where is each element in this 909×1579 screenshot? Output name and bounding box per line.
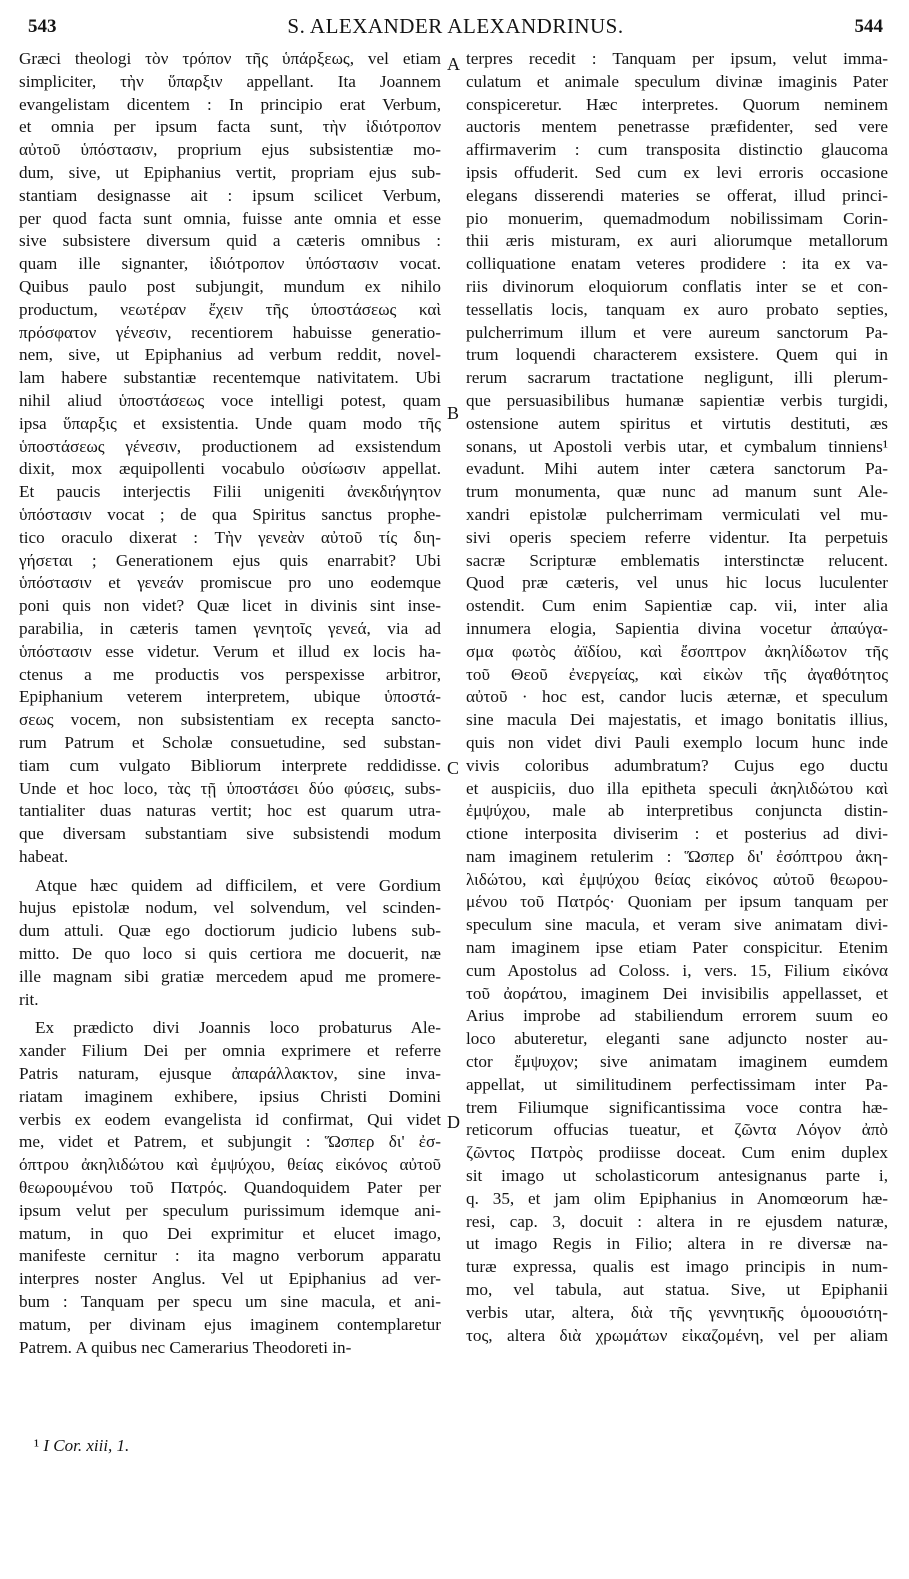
right-column-line: τοῦ ἀοράτου, imaginem Dei invisibilis appellasset, et — [466, 983, 888, 1003]
left-column-line: verbis ex eodem evangelista id confirmat, Qui videt — [19, 1109, 441, 1129]
left-column-line: me, videt et Patrem, et subjungit : Ὥσπερ δι' ἐσ- — [19, 1132, 441, 1152]
left-column-line: ctenus a me productis vos perspexisse arbitror, — [19, 664, 441, 684]
left-column-line: σεως vocem, non subsistentiam ex recepta sancto- — [19, 710, 441, 730]
left-column-line: habeat. — [19, 846, 69, 866]
left-column-line: dum attuli. Quæ ego doctiorum judicio lubens sub- — [19, 921, 441, 941]
left-column-line: interpres noster Anglus. Vel ut Epiphanius ad ver- — [19, 1269, 441, 1289]
left-column-line: sive subsistere diversum quid a cæteris omnibus : — [19, 231, 441, 251]
right-column-line: ut imago Regis in Filio; altera in re diversæ na- — [466, 1234, 888, 1254]
left-column-line: Græci theologi τὸν τρόπον τῆς ὑπάρξεως, vel etiam — [19, 49, 441, 68]
left-column-line: Ex prædicto divi Joannis loco probaturus Ale- — [35, 1018, 441, 1038]
footnote-citation: I Cor. xiii, 1. — [43, 1436, 130, 1455]
right-column-line: trum monumenta, quæ nunc ad manum sunt Ale- — [466, 482, 888, 502]
margin-letter-c: C — [447, 758, 460, 778]
right-column-line: quis non videt divi Pauli exemplo locum hunc inde — [466, 732, 888, 752]
right-column-line: tessellatis locis, tanquam ex auro probato septies, — [466, 299, 888, 319]
left-column-line: et omnia per ipsum facta sunt, τὴν ἰδιότροπον — [19, 117, 441, 137]
right-column-line: affirmaverim : cum transposita distinctio glaucoma — [466, 140, 888, 160]
margin-letter-b: B — [447, 403, 460, 423]
left-column-line: Quibus paulo post subjungit, mundum ex nihilo — [19, 276, 441, 296]
left-column-line: θεωρουμένου τοῦ Πατρός. Quandoquidem Pater per — [19, 1178, 441, 1198]
left-column-line: que diversam substantiam sive subsistendi modum — [19, 824, 441, 844]
right-column-line: vivis coloribus adumbratum? Cujus ego ductu — [466, 755, 888, 775]
left-column-line: hujus epistolæ nodum, vel solvendum, vel scinden- — [19, 898, 441, 918]
right-column-line: ostensione autem spiritus et virtutis destituti, æs — [466, 413, 888, 433]
left-column-line: rit. — [19, 989, 39, 1009]
left-column-line: manifeste cernitur : ita magno verborum apparatu — [19, 1246, 441, 1266]
page-header — [28, 12, 883, 42]
left-column-line: Et paucis interjectis Filii unigeniti ἀνεκδιήγητον — [19, 482, 441, 502]
left-column-line: Unde et hoc loco, τὰς τῇ ὑποστάσει δύο φύσεις, subs- — [19, 778, 441, 798]
page-number-right: 544 — [854, 16, 883, 37]
right-column-line: auctoris mentem penetrasse præfidenter, sed vere — [466, 117, 888, 137]
right-column-line: speculum sine macula, et veram sive animatam divi- — [466, 915, 888, 935]
left-column-line: Epiphanium veterem interpretem, ubique ὑποστά- — [19, 687, 441, 707]
right-column-line: et auspiciis, duo illa epitheta speculi ἀκηλιδώτου καὶ — [466, 778, 888, 798]
running-title: S. ALEXANDER ALEXANDRINUS. — [287, 14, 624, 38]
right-column-line: resi, cap. 3, docuit : altera in re ejusdem naturæ, — [466, 1211, 888, 1231]
right-column-line: verbis utar, altera, διὰ τῆς γεννητικῆς ὁμοουσιότη- — [466, 1302, 888, 1322]
right-column — [466, 48, 888, 1347]
left-column-line: riatam imaginem exhibere, ipsius Christi Domini — [19, 1086, 441, 1106]
left-column-line: γήσεται ; Generationem ejus quis enarrabit? Ubi — [19, 550, 441, 570]
left-column-line: per quod facta sunt omnia, fuisse ante omnia et esse — [19, 208, 441, 228]
left-column-line: lam habere substantiæ recentemque nativitatem. Ubi — [19, 368, 441, 388]
right-column-line: nam imaginem retulerim : Ὥσπερ δι' ἐσόπτρου ἀκη- — [466, 846, 888, 866]
right-column-line: αὐτοῦ · hoc est, candor lucis æternæ, et speculum — [466, 687, 888, 707]
right-column-line: riis divinorum eloquiorum conflatis inter se et con- — [466, 276, 888, 296]
right-column-line: loco abuteretur, eleganti sane adjuncto noster au- — [466, 1029, 888, 1049]
left-column — [19, 48, 441, 1359]
left-column-line: mitto. De quo loco si quis certiora me docuerit, næ — [19, 944, 441, 964]
page-number-left: 543 — [28, 16, 57, 37]
right-column-line: terpres recedit : Tanquam per ipsum, velut imma- — [466, 49, 888, 68]
right-column-line: trum loquendi characterem exsistere. Quem qui in — [466, 345, 888, 365]
right-column-line: ctor ἔμψυχον; sive animatam imaginem eumdem — [466, 1052, 888, 1072]
right-column-line: appellat, ut similitudinem perfectissimam inter Pa- — [466, 1074, 888, 1094]
right-column-line: σμα φωτὸς ἀϊδίου, καὶ ἔσοπτρον ἀκηλίδωτον τῆς — [466, 641, 888, 661]
right-column-line: colliquatione enatam veteres prodidere : ita ex va- — [466, 254, 888, 274]
margin-letter-d: D — [447, 1112, 460, 1132]
right-column-line: q. 35, et jam olim Epiphanius in Anomœorum hæ- — [466, 1188, 888, 1208]
left-column-line: όπτρου ἀκηλιδώτου καὶ ἐμψύχου, θείας εἰκόνος αὐτοῦ — [19, 1155, 441, 1175]
right-column-line: evadunt. Mihi autem inter cætera sanctorum Pa- — [466, 459, 888, 479]
left-column-line: dixit, mox æquipollenti vocabulo οὐσίωσιν appellat. — [19, 459, 441, 479]
left-column-line: nem, sive, ut Epiphanius ad verbum reddit, novel- — [19, 345, 441, 365]
right-column-line: culatum et animale speculum divinæ imaginis Pater — [466, 71, 888, 91]
right-column-line: rerum sacrarum tractatione negligunt, illi plerum- — [466, 368, 888, 388]
right-column-line: ἐμψύχου, male ab interpretibus conjuncta distin- — [466, 801, 888, 821]
left-column-line: ipsa ὕπαρξις et exsistentia. Unde quam modo τῆς — [19, 413, 441, 433]
right-column-line: ipsis offuderit. Sed cum ex levi erroris occasione — [466, 162, 888, 182]
left-column-line: simpliciter, τὴν ὕπαρξιν appellant. Ita Joannem — [19, 71, 441, 91]
right-column-line: ctione interposita diviserim : et posterius ad divi- — [466, 824, 888, 844]
right-column-line: reticorum offucias tueatur, et ζῶντα Λόγον ἀπὸ — [466, 1120, 888, 1140]
left-column-line: matum, in quo Dei exprimitur et elucet imago, — [19, 1223, 441, 1243]
left-column-line: nihil aliud ὑποστάσεως voce intelligi potest, quam — [19, 390, 441, 410]
left-column-line: quam ille signanter, ἰδιότροπον ὑπόστασιν vocat. — [19, 254, 441, 274]
left-column-line: rum Patrum et Scholæ consuetudine, sed substan- — [19, 732, 441, 752]
left-column-line: dum, sive, ut Epiphanius vertit, propriam ejus sub- — [19, 162, 441, 182]
right-column-line: pio monuerim, quemadmodum nobilissimam Corin- — [466, 208, 888, 228]
left-column-line: poni quis non videt? Quæ licet in divinis sint inse- — [19, 596, 441, 616]
right-column-line: τος, altera διὰ χρωμάτων εἰκαζομένη, vel per aliam — [466, 1325, 888, 1345]
footnote-marker: ¹ — [34, 1436, 40, 1455]
right-column-line: pulcherrimum illum et vere aureum sanctorum Pa- — [466, 322, 888, 342]
right-column-line: mo, vel tabula, aut statua. Sive, ut Epiphanii — [466, 1280, 888, 1300]
right-column-line: cum Apostolus ad Coloss. i, vers. 15, Filium εἰκόνα — [466, 960, 888, 980]
right-column-line: nam imaginem ipse etiam Pater conspicitur. Etenim — [466, 938, 888, 958]
left-column-line: ὑπόστασιν esse videtur. Verum et illud ex locis ha- — [19, 641, 441, 661]
right-column-line: elegans disserendi materies se offerat, illud princi- — [466, 185, 888, 205]
right-column-line: sonans, ut Apostoli verbis utar, et cymbalum tinniens¹ — [466, 436, 888, 456]
right-column-line: sine macula Dei majestatis, et imago bonitatis illius, — [466, 710, 888, 730]
right-column-line: ζῶντος Πατρὸς prodiisse doceat. Cum enim duplex — [466, 1143, 888, 1163]
left-column-line: ὑπόστασιν vocat ; de qua Spiritus sanctus prophe- — [19, 504, 441, 524]
left-column-line: stantiam designasse ait : ipsum scilicet Verbum, — [19, 185, 441, 205]
left-column-line: ὑπόστασιν et γενεάν promiscue pro uno eodemque — [19, 573, 441, 593]
left-column-line: parabilia, in cæteris tamen γενητοῖς γενεά, via ad — [19, 618, 441, 638]
right-column-line: sacræ Scripturæ emblematis interstinctæ relucent. — [466, 550, 888, 570]
right-column-line: conspiceretur. Hæc interpretes. Quorum neminem — [466, 94, 888, 114]
right-column-line: sit imago ut scholasticorum antesignanus parte i, — [466, 1166, 888, 1186]
right-column-line: λιδώτου, καὶ ἐμψύχου θείας εἰκόνος αὐτοῦ θεωρου- — [466, 869, 888, 889]
right-column-line: innumera elogia, Sapientia divina vocetur ἀπαύγα- — [466, 618, 888, 638]
left-column-line: tico oraculo dixerat : Τὴν γενεὰν αὐτοῦ τίς διη- — [19, 527, 441, 547]
left-column-line: evangelistam dicentem : In principio erat Verbum, — [19, 94, 441, 114]
left-column-line: ipsum velut per speculum purissimum idemque ani- — [19, 1200, 441, 1220]
left-column-line: productum, νεωτέραν ἔχειν τῆς ὑποστάσεως καὶ — [19, 299, 441, 319]
margin-letter-a: A — [447, 54, 460, 74]
footnote — [34, 1436, 129, 1456]
right-column-line: μένου τοῦ Πατρός· Quoniam per ipsum tanquam per — [466, 892, 888, 912]
left-column-line: πρόσφατον γένεσιν, recentiorem habuisse generatio- — [19, 322, 441, 342]
left-column-line: matum, per divinam ejus imaginem contemplaretur — [19, 1314, 441, 1334]
left-column-line: Patris naturam, ejusque ἀπαράλλακτον, sine inva- — [19, 1064, 441, 1084]
right-column-line: xandri epistolæ pulcherrimam vermiculati vel mu- — [466, 504, 888, 524]
right-column-line: turæ expressa, qualis est imago principis in num- — [466, 1257, 888, 1277]
right-column-line: ostendit. Cum enim Sapientiæ cap. vii, inter alia — [466, 596, 888, 616]
left-column-line: tiam cum vulgato Bibliorum interprete reddidisse. — [19, 755, 441, 775]
right-column-line: Arius improbe ad stabiliendum errorem suum eo — [466, 1006, 888, 1026]
right-column-line: τοῦ Θεοῦ ἐνεργείας, καὶ εἰκὼν τῆς ἀγαθότητος — [466, 664, 888, 684]
right-column-line: sivi operis speciem referre videntur. Ita perpetuis — [466, 527, 888, 547]
right-column-line: que persuasibilibus humanæ sapientiæ verbis turgidi, — [466, 390, 888, 410]
left-column-line: xander Filium Dei per omnia exprimere et referre — [19, 1041, 441, 1061]
left-column-line: ille magnam sibi gratiæ mercedem apud me promere- — [19, 966, 441, 986]
left-column-line: tantialiter duas naturas vertit; hoc est quarum utra- — [19, 801, 441, 821]
right-column-line: Quod præ cæteris, vel unus hic locus luculenter — [466, 573, 888, 593]
right-column-line: trem Filiumque significantissima voce contra hæ- — [466, 1097, 888, 1117]
left-column-line: ὑποστάσεως γένεσιν, productionem ad exsistendum — [19, 436, 441, 456]
left-column-line: αὐτοῦ ὑπόστασιν, proprium ejus subsistentiæ mo- — [19, 140, 441, 160]
right-column-line: thii æris misturam, ex auri aliorumque metallorum — [466, 231, 888, 251]
left-column-line: Atque hæc quidem ad difficilem, et vere Gordium — [35, 875, 441, 895]
left-column-line: Patrem. A quibus nec Camerarius Theodoreti in- — [19, 1337, 352, 1357]
left-column-line: bum : Tanquam per specu um sine macula, et ani- — [19, 1292, 441, 1312]
